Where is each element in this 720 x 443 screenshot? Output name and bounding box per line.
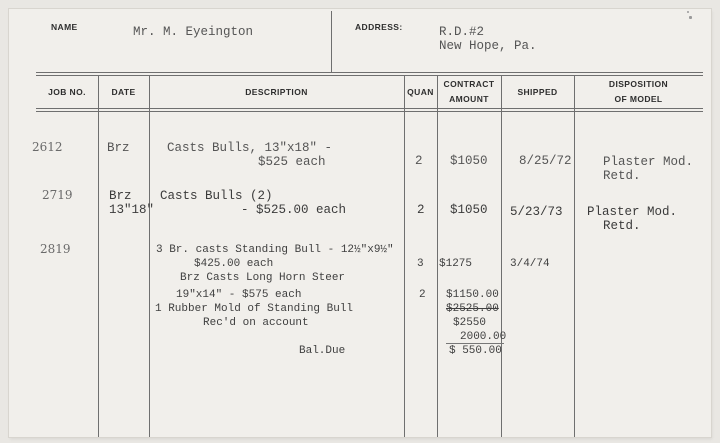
- row2-quan: 2: [417, 203, 425, 217]
- col-header-description: DESCRIPTION: [245, 87, 308, 97]
- col-divider-shipped: [574, 75, 575, 437]
- col-header-quan: QUAN: [407, 87, 434, 97]
- address-line-2: New Hope, Pa.: [439, 39, 537, 53]
- row1-amount: $1050: [450, 154, 488, 168]
- card-speck: [687, 11, 689, 13]
- row2-disposition-2: Retd.: [603, 219, 641, 233]
- row2-job-no: 2719: [42, 188, 73, 202]
- name-label: NAME: [51, 22, 78, 32]
- col-header-shipped: SHIPPED: [517, 87, 558, 97]
- row3-amount-2: $1150.00: [446, 289, 499, 301]
- row3-amount-3: $2525.00: [446, 303, 499, 315]
- row3-line-1: 3 Br. casts Standing Bull - 12½"x9½": [156, 244, 394, 256]
- row2-shipped: 5/23/73: [510, 205, 563, 219]
- col-divider-job: [98, 75, 99, 437]
- row1-quan: 2: [415, 154, 423, 168]
- row3-line-4: 19"x14" - $575 each: [176, 289, 302, 301]
- row3-line-2: $425.00 each: [194, 258, 274, 270]
- row2-description-2: - $525.00 each: [241, 203, 347, 217]
- row1-shipped: 8/25/72: [519, 154, 572, 168]
- row1-description-1: Casts Bulls, 13"x18" -: [167, 141, 333, 155]
- row3-balance-label: Bal.Due: [299, 345, 346, 357]
- row3-amount-6: $ 550.00: [449, 345, 502, 357]
- row2-date-2: 13"18": [109, 203, 155, 217]
- header-rule-bottom-2: [36, 111, 703, 112]
- header-rule-top: [36, 72, 703, 73]
- address-line-1: R.D.#2: [439, 25, 485, 39]
- row2-date-1: Brz: [109, 189, 132, 203]
- col-header-date: DATE: [111, 87, 136, 97]
- row3-sum-rule: [446, 343, 504, 344]
- row3-quan-1: 3: [417, 258, 424, 270]
- row3-amount-4: $2550: [453, 317, 487, 329]
- row3-amount-5: 2000.00: [460, 331, 507, 343]
- row3-line-3: Brz Casts Long Horn Steer: [180, 272, 346, 284]
- row3-amount-1: $1275: [439, 258, 473, 270]
- row1-date: Brz: [107, 141, 130, 155]
- row1-job-no: 2612: [32, 140, 63, 154]
- col-divider-amount: [501, 75, 502, 437]
- index-card: [9, 9, 711, 437]
- address-label: ADDRESS:: [355, 22, 403, 32]
- row3-line-6: Rec'd on account: [203, 317, 309, 329]
- row3-quan-2: 2: [419, 289, 426, 301]
- row1-description-2: $525 each: [258, 155, 326, 169]
- col-header-disposition: DISPOSITION: [608, 79, 669, 89]
- col-header-amount: AMOUNT: [449, 94, 489, 104]
- row1-disposition-1: Plaster Mod.: [603, 155, 694, 169]
- col-divider-date: [149, 75, 150, 437]
- col-divider-description: [404, 75, 405, 437]
- header-rule-bottom: [36, 108, 703, 109]
- col-header-of-model: OF MODEL: [614, 94, 663, 104]
- card-speck: [689, 16, 692, 19]
- row3-job-no: 2819: [40, 242, 71, 256]
- header-divider: [331, 11, 332, 73]
- row3-line-5: 1 Rubber Mold of Standing Bull: [155, 303, 354, 315]
- row1-disposition-2: Retd.: [603, 169, 641, 183]
- header-rule-top-2: [36, 75, 703, 76]
- row3-shipped: 3/4/74: [510, 258, 550, 270]
- customer-name: Mr. M. Eyeington: [133, 25, 254, 39]
- row2-disposition-1: Plaster Mod.: [587, 205, 678, 219]
- row2-amount: $1050: [450, 203, 488, 217]
- col-header-job-no: JOB NO.: [48, 87, 86, 97]
- col-header-contract: CONTRACT: [443, 79, 495, 89]
- col-divider-quan: [437, 75, 438, 437]
- row2-description-1: Casts Bulls (2): [160, 189, 273, 203]
